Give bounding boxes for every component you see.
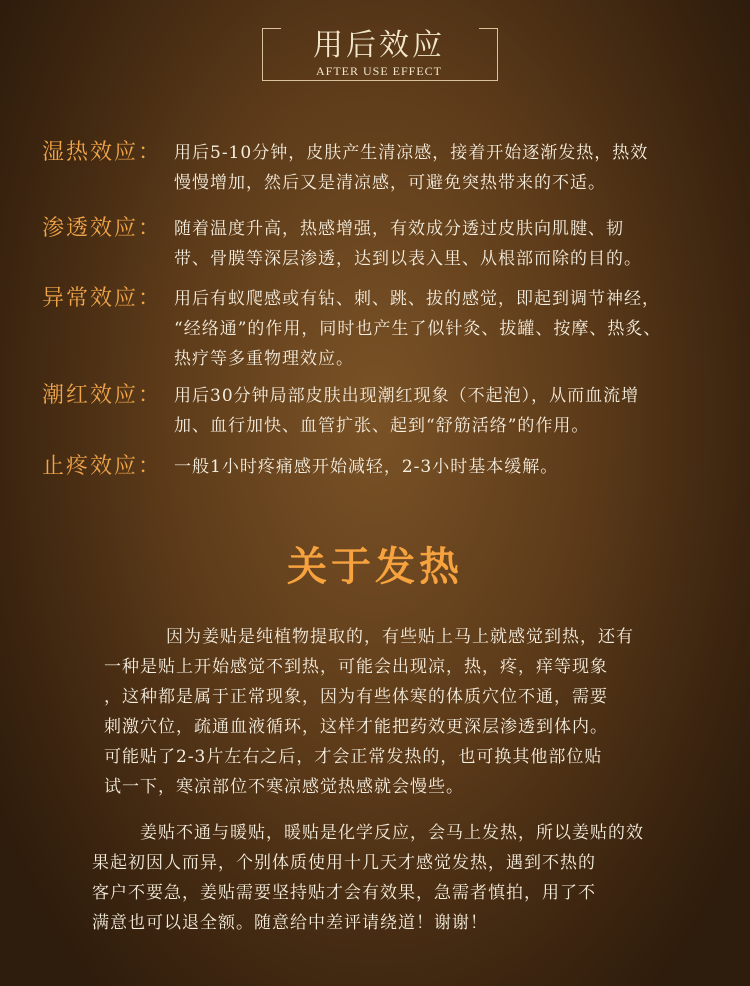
paragraph-line: 客户不要急，姜贴需要坚持贴才会有效果，急需者慎拍，用了不: [92, 883, 596, 903]
paragraph-line: 可能贴了2-3片左右之后，才会正常发热的，也可换其他部位贴: [104, 747, 603, 767]
effect-line: 加、血行加快、血管扩张、起到“舒筋活络”的作用。: [174, 416, 590, 436]
paragraph-line: 一种是贴上开始感觉不到热，可能会出现凉，热，疼，痒等现象: [104, 657, 608, 677]
effect-line: 随着温度升高，热感增强，有效成分透过皮肤向肌腱、韧: [174, 219, 624, 239]
paragraph-line: 满意也可以退全额。随意给中差评请绕道！谢谢！: [92, 913, 488, 933]
paragraph-line: 刺激穴位，疏通血液循环，这样才能把药效更深层渗透到体内。: [104, 717, 608, 737]
effect-text-humid-heat: [174, 138, 730, 198]
page-title: 用后效应: [313, 28, 445, 63]
paragraph-line: 果起初因人而异，个别体质使用十几天才感觉发热，遇到不热的: [92, 853, 596, 873]
effect-label-abnormal: 异常效应：: [42, 286, 163, 311]
about-paragraph-1: [104, 622, 634, 802]
effect-line: “经络通”的作用，同时也产生了似针灸、拔罐、按摩、热炙、: [174, 319, 662, 339]
paragraph-line: ，这种都是属于正常现象，因为有些体寒的体质穴位不通，需要: [104, 687, 608, 707]
effect-text-penetration: [174, 214, 730, 274]
about-paragraph-2: [92, 818, 644, 938]
effect-line: 带、骨膜等深层渗透，达到以表入里、从根部而除的目的。: [174, 249, 642, 269]
effect-label-pain-relief: 止疼效应：: [42, 454, 163, 479]
effect-label-humid-heat: 湿热效应：: [42, 140, 163, 165]
effect-text-abnormal: [174, 284, 730, 374]
effect-line: 用后5-10分钟，皮肤产生清凉感，接着开始逐渐发热，热效: [174, 143, 649, 163]
section-title-about-heat: 关于发热: [287, 544, 463, 590]
paragraph-line: 因为姜贴是纯植物提取的，有些贴上马上就感觉到热，还有: [166, 627, 634, 647]
effect-line: 热疗等多重物理效应。: [174, 349, 354, 369]
page-subtitle: AFTER USE EFFECT: [315, 64, 442, 78]
effect-line: 用后有蚁爬感或有钻、刺、跳、拔的感觉，即起到调节神经，: [174, 289, 660, 309]
effect-line: 慢慢增加，然后又是清凉感，可避免突热带来的不适。: [174, 173, 606, 193]
effect-line: 一般1小时疼痛感开始减轻，2-3小时基本缓解。: [174, 457, 559, 477]
paragraph-line: 试一下，寒凉部位不寒凉感觉热感就会慢些。: [104, 777, 464, 797]
effect-label-penetration: 渗透效应：: [42, 216, 163, 241]
effect-label-flush: 潮红效应：: [42, 383, 163, 408]
effect-line: 用后30分钟局部皮肤出现潮红现象（不起泡），从而血流增: [174, 386, 640, 406]
effect-text-flush: [174, 381, 730, 441]
effect-text-pain-relief: [174, 452, 730, 482]
paragraph-line: 姜贴不通与暖贴，暖贴是化学反应，会马上发热，所以姜贴的效: [140, 823, 644, 843]
